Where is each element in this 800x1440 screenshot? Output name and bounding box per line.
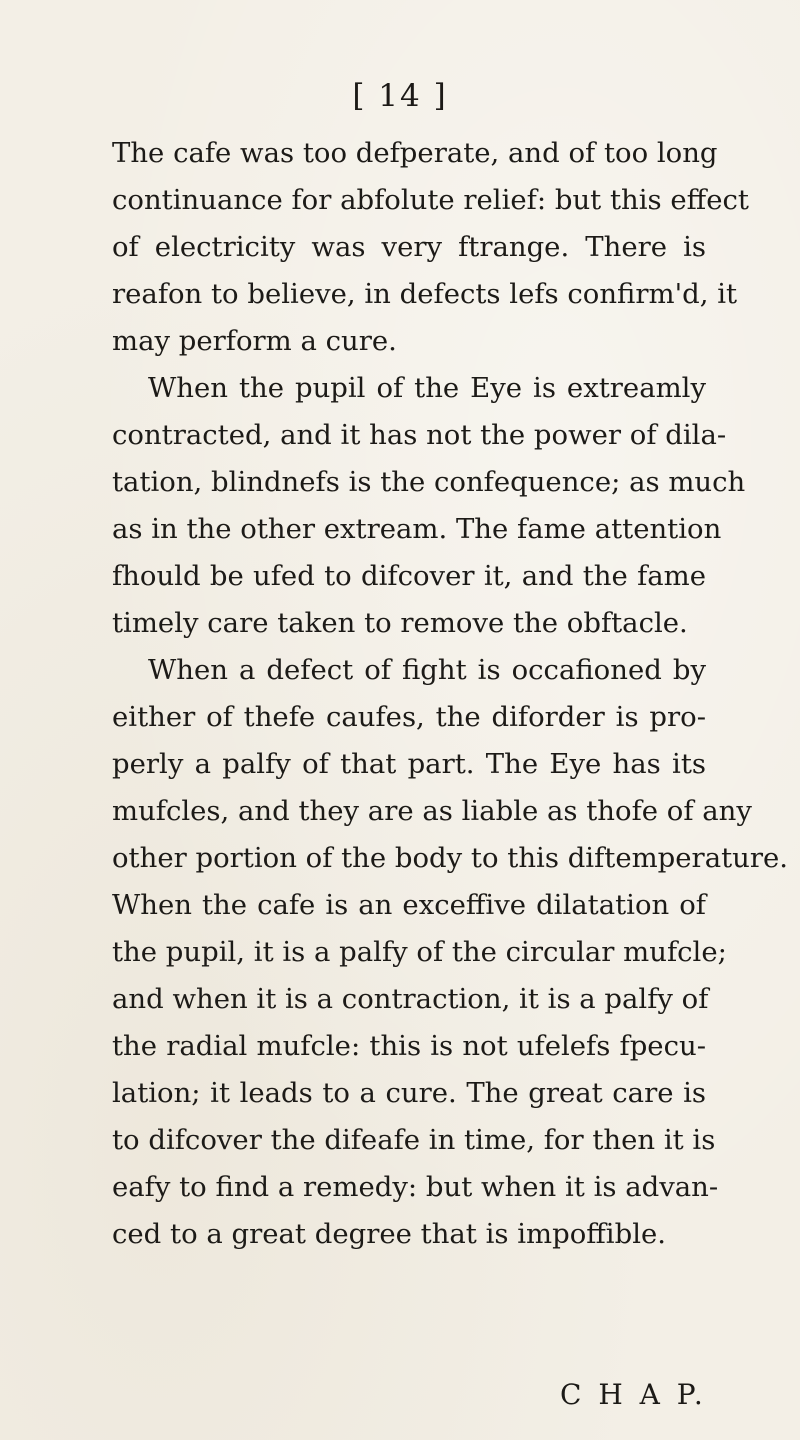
text-line: the pupil, it is a palfy of the circular mufcle; — [112, 936, 727, 968]
text-line: the radial mufcle: this is not ufelefs fpecu- — [112, 1030, 706, 1062]
text-line: timely care taken to remove the obftacle. — [112, 607, 688, 639]
text-line: reafon to believe, in defects lefs confirm'd, it — [112, 278, 738, 310]
text-line: other portion of the body to this diftemperature. — [112, 842, 789, 874]
text-line: either of thefe caufes, the diforder is pro- — [112, 701, 706, 733]
text-line: When the cafe is an exceffive dilatation of — [112, 889, 706, 921]
text-line: as in the other extream. The fame attention — [112, 513, 722, 545]
text-line: When the pupil of the Eye is extreamly — [148, 372, 706, 404]
text-line: continuance for abfolute relief: but this effect — [112, 184, 749, 216]
catchword: C H A P. — [560, 1378, 707, 1411]
text-line: The cafe was too defperate, and of too long — [112, 137, 718, 169]
text-line: lation; it leads to a cure. The great care is — [112, 1077, 706, 1109]
text-line: When a defect of fight is occafioned by — [148, 654, 706, 686]
text-line: perly a palfy of that part. The Eye has its — [112, 748, 706, 780]
text-line: tation, blindnefs is the confequence; as much — [112, 466, 746, 498]
text-line: and when it is a contraction, it is a palfy of — [112, 983, 709, 1015]
text-line: eafy to find a remedy: but when it is advan- — [112, 1171, 719, 1203]
text-line: may perform a cure. — [112, 325, 397, 357]
text-line: of electricity was very ftrange. There is — [112, 231, 706, 263]
text-line: mufcles, and they are as liable as thofe of any — [112, 795, 752, 827]
text-line: to difcover the difeafe in time, for then it is — [112, 1124, 716, 1156]
text-line: ced to a great degree that is impoffible. — [112, 1218, 667, 1250]
body-text — [112, 130, 789, 1258]
text-line: fhould be ufed to difcover it, and the fame — [112, 560, 706, 592]
page-number: [ 14 ] — [352, 78, 448, 114]
text-line: contracted, and it has not the power of dila- — [112, 419, 727, 451]
